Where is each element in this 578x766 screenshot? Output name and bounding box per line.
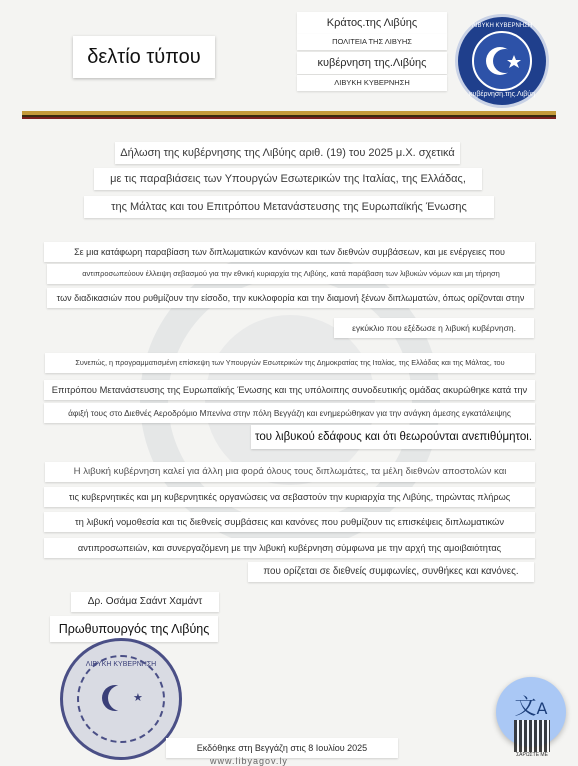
statement-heading-line: της Μάλτας και του Επιτρόπου Μετανάστευσης της Ευρωπαϊκής Ένωσης: [84, 196, 494, 218]
signatory-title: Πρωθυπουργός της Λιβύης: [50, 616, 218, 642]
signatory-name: Δρ. Οσάμα Σαάντ Χαμάντ: [71, 592, 219, 612]
website-link[interactable]: www.libyagov.ly: [210, 756, 288, 766]
statement-heading-line: με τις παραβιάσεις των Υπουργών Εσωτερικών της Ιταλίας, της Ελλάδας,: [94, 168, 482, 190]
crescent-star-icon: [472, 31, 532, 91]
qr-code[interactable]: [514, 720, 550, 752]
paragraph-line: άφιξή τους στο Διεθνές Αεροδρόμιο Μπενίνα στην πόλη Βεγγάζη και ενημερώθηκαν για την ανάγκη άμεσης εγκατάλειψης: [44, 403, 535, 423]
header-government-name: κυβέρνηση της.Λιβύης: [297, 52, 447, 74]
header-state-name: Κράτος.της Λιβύης: [297, 12, 447, 34]
paragraph-line: εγκύκλιο που εξέδωσε η λιβυκή κυβέρνηση.: [334, 318, 534, 338]
paragraph-line: τις κυβερνητικές και μη κυβερνητικές οργανώσεις να σεβαστούν την κυριαρχία της Λιβύης, τηρώντας πλήρως: [44, 487, 535, 507]
star-icon: ★: [133, 692, 143, 704]
crescent-icon: [108, 685, 134, 711]
paragraph-line: αντιπροσωπειών, και συνεργαζόμενη με την λιβυκή κυβέρνηση σύμφωνα με την αρχή της αμοιβαιότητας: [44, 538, 535, 558]
paragraph-line: Σε μια κατάφωρη παραβίαση των διπλωματικών κανόνων και των διεθνών συμβάσεων, και με ενέργειες που: [44, 242, 535, 262]
header-government-caps: ΛΙΒΥΚΗ ΚΥΒΕΡΝΗΣΗ: [297, 75, 447, 91]
statement-heading-line: Δήλωση της κυβέρνησης της Λιβύης αριθ. (19) του 2025 μ.Χ. σχετικά: [115, 142, 460, 164]
paragraph-line: του λιβυκού εδάφους και ότι θεωρούνται ανεπιθύμητοι.: [251, 425, 535, 449]
paragraph-line: Η λιβυκή κυβέρνηση καλεί για άλλη μια φορά όλους τους διπλωμάτες, τα μέλη διεθνών αποστολών και: [45, 462, 535, 482]
qr-label: ΣΑΡΩΣΤΕ ΜΕ: [516, 752, 548, 758]
official-stamp: ΛΙΒΥΚΗ ΚΥΒΕΡΝΗΣΗ ★: [60, 638, 182, 760]
header-state-caps: ΠΟΛΙΤΕΙΑ ΤΗΣ ΛΙΒΥΗΣ: [297, 34, 447, 50]
header-divider-red: [22, 117, 556, 119]
government-seal: ΛΙΒΥΚΗ ΚΥΒΕΡΝΗΣΗ κυβέρνηση.της.Λιβύη: [455, 14, 549, 108]
watermark-center: [205, 315, 375, 485]
paragraph-line: Συνεπώς, η προγραμματισμένη επίσκεψη των Υπουργών Εσωτερικών της Δημοκρατίας της Ιταλίας, της Ελλάδας και της Μάλτας, του: [45, 353, 535, 373]
paragraph-line: τη λιβυκή νομοθεσία και τις διεθνείς συμβάσεις και κανόνες που ρυθμίζουν τις επισκέψεις διπλωματικών: [44, 512, 535, 532]
paragraph-line: των διαδικασιών που ρυθμίζουν την είσοδο, την κυκλοφορία και την διαμονή ξένων διπλωματών, όπως ορίζονται στην: [47, 288, 534, 308]
doc-type-title: δελτίο τύπου: [73, 36, 215, 78]
translate-icon[interactable]: 文A: [496, 677, 566, 747]
paragraph-line: αντιπροσωπεύουν έλλειψη σεβασμού για την εθνική κυριαρχία της Λιβύης, κατά παράβαση των λιβυκών νόμων και μη τήρηση: [47, 264, 535, 284]
paragraph-line: Επιτρόπου Μετανάστευσης της Ευρωπαϊκής Ένωσης και της υπόλοιπης συνοδευτικής ομάδας ακυρώθηκε κατά την: [44, 380, 535, 400]
paragraph-line: που ορίζεται σε διεθνείς συμφωνίες, συνθήκες και κανόνες.: [248, 562, 534, 582]
issue-date: Εκδόθηκε στη Βεγγάζη στις 8 Ιουλίου 2025: [166, 738, 398, 758]
